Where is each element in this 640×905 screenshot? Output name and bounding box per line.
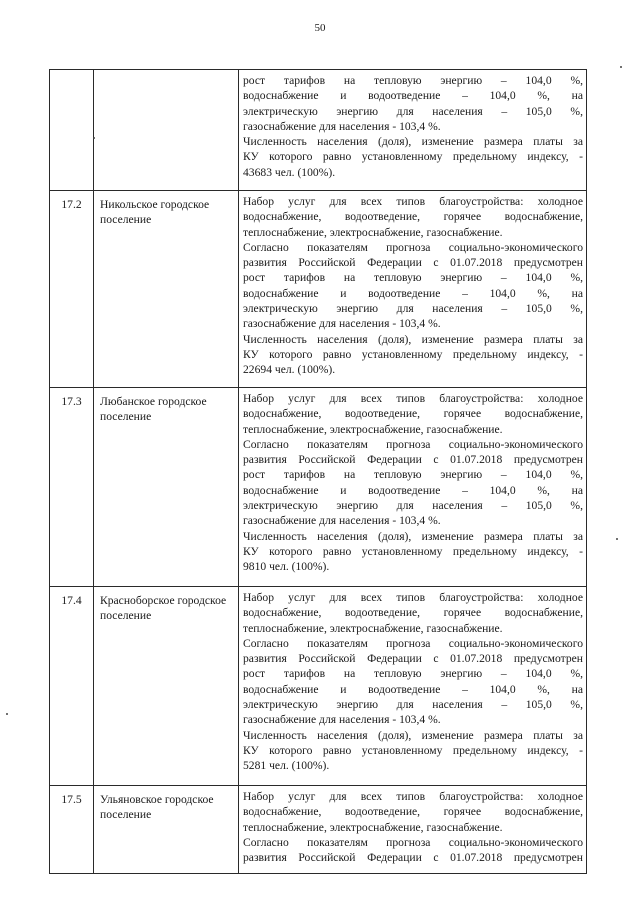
description-line: рост тарифов на тепловую энергию – 104,0 %,	[243, 74, 583, 87]
description-line: рост тарифов на тепловую энергию – 104,0 %,	[243, 468, 583, 482]
description-line: водоснабжение, водоотведение, горячее водоснабжение,	[243, 210, 583, 224]
description-line: теплоснабжение, электроснабжение, газоснабжение.	[243, 422, 503, 436]
row-number: 17.5	[50, 786, 94, 874]
description-line: газоснабжение для населения - 103,4 %.	[243, 713, 441, 727]
table-row	[50, 191, 587, 388]
tariff-table	[49, 69, 587, 874]
description-line: Набор услуг для всех типов благоустройства: холодное	[243, 392, 583, 405]
description-line: 22694 чел. (100%).	[243, 363, 336, 377]
settlement-name	[94, 70, 239, 191]
scan-speck	[6, 713, 8, 715]
description-line: водоснабжение и водоотведение – 104,0 %, на	[243, 682, 583, 696]
description-cell	[239, 191, 587, 388]
row-number: 17.4	[50, 587, 94, 786]
description-line: КУ которого равно установленному предельному индексу, -	[243, 544, 583, 558]
description-line: Согласно показателям прогноза социально-экономического	[243, 240, 583, 254]
description-line: электрическую энергию для населения – 105,0 %,	[243, 104, 583, 118]
settlement-name: Ульяновское городское поселение	[94, 786, 239, 874]
row-number	[50, 70, 94, 191]
description-line: 5281 чел. (100%).	[243, 759, 330, 773]
description-cell	[239, 587, 587, 786]
table-row	[50, 70, 587, 191]
description-line: Численность населения (доля), изменение размера платы за	[243, 135, 583, 149]
description-cell	[239, 786, 587, 874]
description-line: рост тарифов на тепловую энергию – 104,0 %,	[243, 271, 583, 285]
description-line: 9810 чел. (100%).	[243, 560, 330, 574]
description-cell	[239, 388, 587, 587]
description-line: газоснабжение для населения - 103,4 %.	[243, 514, 441, 528]
description-line: Численность населения (доля), изменение размера платы за	[243, 728, 583, 742]
description-line: Численность населения (доля), изменение размера платы за	[243, 332, 583, 346]
row-number: 17.2	[50, 191, 94, 388]
scan-speck	[620, 66, 622, 68]
description-line: КУ которого равно установленному предельному индексу, -	[243, 150, 583, 164]
description-line: КУ которого равно установленному предельному индексу, -	[243, 347, 583, 361]
settlement-name: Любанское городское поселение	[94, 388, 239, 587]
row-number: 17.3	[50, 388, 94, 587]
description-line: газоснабжение для населения - 103,4 %.	[243, 119, 441, 133]
page-number: 50	[314, 22, 326, 34]
description-line: рост тарифов на тепловую энергию – 104,0 %,	[243, 667, 583, 681]
description-line: развития Российской Федерации с 01.07.2018 предусмотрен	[243, 453, 583, 467]
description-line: электрическую энергию для населения – 105,0 %,	[243, 698, 583, 712]
description-line: развития Российской Федерации с 01.07.2018 предусмотрен	[243, 851, 583, 865]
description-line: газоснабжение для населения - 103,4 %.	[243, 317, 441, 331]
description-line: теплоснабжение, электроснабжение, газоснабжение.	[243, 621, 503, 635]
settlement-name: Красноборское городское поселение	[94, 587, 239, 786]
description-line: электрическую энергию для населения – 105,0 %,	[243, 499, 583, 513]
description-line: Численность населения (доля), изменение размера платы за	[243, 529, 583, 543]
description-line: развития Российской Федерации с 01.07.2018 предусмотрен	[243, 256, 583, 270]
description-line: теплоснабжение, электроснабжение, газоснабжение.	[243, 225, 503, 239]
description-line: водоснабжение, водоотведение, горячее водоснабжение,	[243, 407, 583, 421]
description-line: Набор услуг для всех типов благоустройства: холодное	[243, 591, 583, 604]
table-row	[50, 587, 587, 786]
scan-speck	[616, 538, 618, 540]
description-line: водоснабжение и водоотведение – 104,0 %, на	[243, 483, 583, 497]
table-row	[50, 388, 587, 587]
settlement-name: Никольское городское поселение	[94, 191, 239, 388]
description-line: Согласно показателям прогноза социально-экономического	[243, 835, 583, 849]
description-line: Согласно показателям прогноза социально-экономического	[243, 636, 583, 650]
description-line: водоснабжение и водоотведение – 104,0 %, на	[243, 286, 583, 300]
table-body	[50, 70, 587, 874]
description-line: КУ которого равно установленному предельному индексу, -	[243, 743, 583, 757]
description-line: теплоснабжение, электроснабжение, газоснабжение.	[243, 820, 503, 834]
description-line: электрическую энергию для населения – 105,0 %,	[243, 302, 583, 316]
description-line: Согласно показателям прогноза социально-экономического	[243, 437, 583, 451]
description-line: развития Российской Федерации с 01.07.2018 предусмотрен	[243, 652, 583, 666]
scan-speck	[93, 137, 95, 139]
description-line: 43683 чел. (100%).	[243, 165, 336, 179]
table-row	[50, 786, 587, 874]
description-cell	[239, 70, 587, 191]
description-line: Набор услуг для всех типов благоустройства: холодное	[243, 790, 583, 803]
description-line: водоснабжение и водоотведение – 104,0 %, на	[243, 89, 583, 103]
description-line: водоснабжение, водоотведение, горячее водоснабжение,	[243, 805, 583, 819]
description-line: Набор услуг для всех типов благоустройства: холодное	[243, 195, 583, 208]
description-line: водоснабжение, водоотведение, горячее водоснабжение,	[243, 606, 583, 620]
